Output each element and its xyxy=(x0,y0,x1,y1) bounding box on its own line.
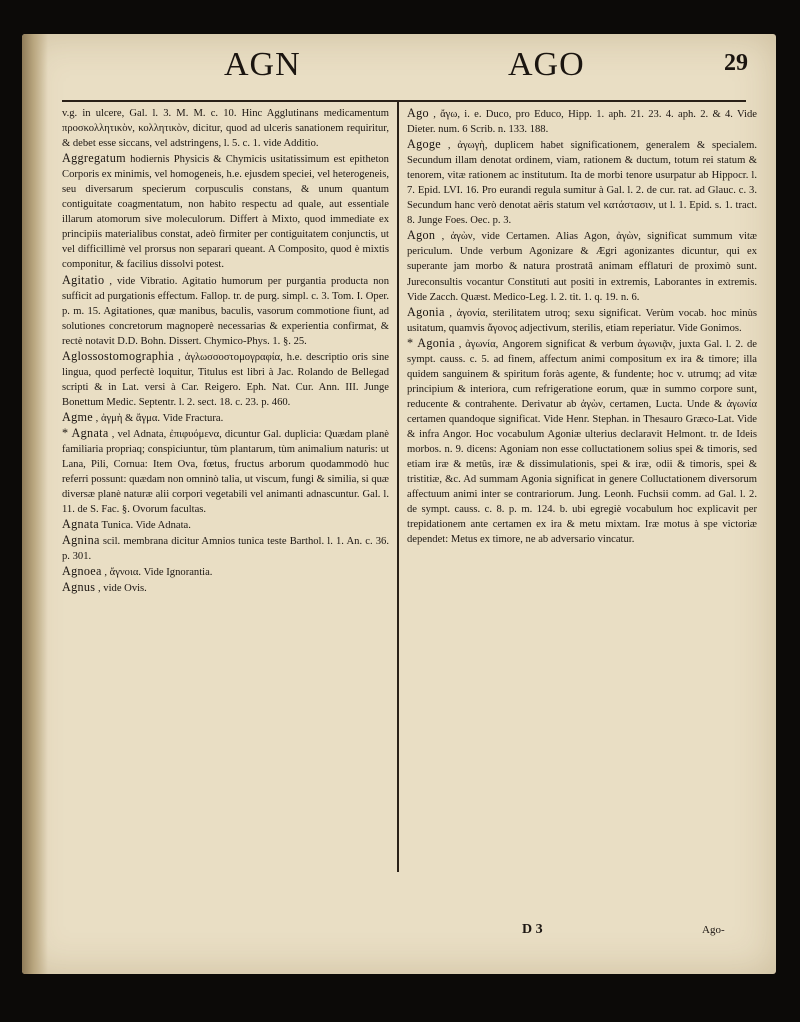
header-left-word: AGN xyxy=(224,46,301,83)
dictionary-entry xyxy=(62,151,389,272)
entry-text: , ἀγωνία, Angorem significat & verbum ἀγωνιᾷν, juxta Gal. l. 2. de sympt. causs. c. 5. ad finem, affectum animi compositum ex ira & timore; illa quidem sanguinem & spiritum foràs agente, & fundente; hoc v. utrumq; ad vitæ principium & interiora, cum refrigeratione eorum, quæ in summo corpore sunt, reducente & contrahente. Derivatur ab ἀγὼν, certamen, Lucta. Unde & ἀγωνία certamen quandoque significat. Vide Henr. Stephan. in Thesauro Græco-Lat. Vide & infra Angor. Hoc vocabulum Agoniæ ulterius declaravit Helmont. tr. de Ideis morbos. n. 9. dicens: Agoniam non esse colluctationem solius spei & timoris, sed etiam iræ & metûs, iræ & dissimulationis, spei & iræ, odii & timoris, spei & tristitiæ, &c. Ad summam Agonia significat in genere Colluctationem diversorum affectuum animi inter se contrariorum. Jung. Leonh. Fuchsii comm. ad Gal. l. 2. de sympt. causs. c. 8. p. m. 124. b. ubi egregiè vocabulum hoc explicavit per trepidationem ante certamen ex ira & metu mixtam. Iræ motus à spe victoriæ dependet: Metus ex timore, ne ab adversario vincatur. xyxy=(407,338,757,546)
dictionary-entry xyxy=(407,106,757,137)
dictionary-entry xyxy=(62,349,389,410)
entry-text: , vide Vibratio. Agitatio humorum per purgantia producta non sufficit ad purgationis effectum. Fallop. tr. de purg. simpl. c. 3. Tom. I. Oper. p. m. 15. Agitationes, quæ manibus, baculis, vasorum commotione fiunt, ad solutiones concretorum magnoperè necessarias & experientia confirmat, & rectè notavit D.D. Bohn. Dissert. Chymico-Phys. 1. §. 25. xyxy=(62,275,390,347)
entry-text: , ἀγονία, sterilitatem utroq; sexu significat. Verùm vocab. hoc minùs usitatum, quamvis ἄγονος adjectivum, sterilis, etiam reperiatur. Vide Gonimos. xyxy=(407,307,757,334)
entry-text: , ἀγμὴ & ἄγμα. Vide Fractura. xyxy=(95,412,224,424)
entry-headword: Agon xyxy=(407,228,436,243)
entry-headword: Agnina xyxy=(62,533,100,548)
dictionary-entry xyxy=(62,564,389,580)
dictionary-entry xyxy=(62,426,389,517)
header-middle-word: AGO xyxy=(508,46,585,83)
entry-text: , ἀγωγὴ, duplicem habet significationem, generalem & specialem. Secundum illam denotat ordinem, viam, rationem & ductum, totum rei statum & tenorem, vitæ rationem ac institutum. Ita de morbi tenore usurpatur ab Hippocr. l. 7. Epid. LVI. 16. Pro eurandi regula sumitur à Gal. l. 2. de cur. rat. ad Glauc. c. 3. Secundum hanc verò denotat aëris statum vel κατάστασιν, ut l. 1. Epid. s. 1. tract. 8. Junge Foes. Oec. p. 3. xyxy=(407,140,757,227)
dictionary-entry xyxy=(407,137,757,228)
entry-text: , vide Ovis. xyxy=(97,583,147,595)
dictionary-entry xyxy=(62,580,389,596)
dictionary-entry xyxy=(62,533,389,564)
entry-text: , ἄγω, i. e. Duco, pro Educo, Hipp. 1. aph. 21. 23. 4. aph. 2. & 4. Vide Dieter. num. 6 Scrib. n. 133. 188. xyxy=(407,109,757,136)
entry-headword: Agnus xyxy=(62,580,96,595)
right-column xyxy=(407,106,757,547)
entry-text: hodiernis Physicis & Chymicis usitatissimum est epitheton Corporis ex minimis, vel homogeneis, h.e. ejusdem speciei, vel heterogeneis, seu diversarum specierum corpusculis constans, & unum quantum contiguitate coagmentatum, non habito respectu ad quale, aut essentiale illarum atomorum sive moleculorum. Differt à Mixto, quod immediate ex principiis materialibus constat, adeò firmiter per contiguitatem conjunctis, ut vel difficillimè vel prorsus non separari queant. A Composito, quod è mixtis componitur, & facilius dissolvi potest. xyxy=(62,154,389,271)
entry-headword: Aglossostomographia xyxy=(62,348,174,363)
entry-headword: Agnata xyxy=(62,517,99,532)
page-number: 29 xyxy=(724,50,748,76)
entry-headword: * Agonia xyxy=(407,335,455,350)
column-divider xyxy=(397,102,399,872)
entry-headword: Agoge xyxy=(407,137,441,152)
entry-headword: Ago xyxy=(407,106,429,120)
left-column xyxy=(62,106,389,597)
dictionary-entry xyxy=(62,410,389,426)
entry-headword: Agonia xyxy=(407,304,445,319)
entry-headword: Agitatio xyxy=(62,272,105,287)
running-header xyxy=(62,42,756,100)
dictionary-entry xyxy=(62,106,389,151)
entry-headword: Aggregatum xyxy=(62,151,126,166)
entry-headword: Agnoea xyxy=(62,564,102,579)
dictionary-entry xyxy=(407,336,757,548)
entry-text: , vel Adnata, ἐπιφυόμενα, dicuntur Gal. duplicia: Quædam planè familiaria propriaq; conspiciuntur, tùm plantarum, tùm animalium naturis: ut Lana, Pili, Cornua: Item Ova, fœtus, fructus arborum quodammodò huc referri possunt: quædam non omninò talia, ut viscum, fungi & similia, si quæ diversæ planè naturæ alii corpori vegetabili vel animanti adnascuntur. Gal. l. 11. de S. Fac. §. Ovorum facultas. xyxy=(62,428,389,516)
book-page xyxy=(22,34,776,974)
page-gutter-shadow xyxy=(22,34,48,974)
dictionary-entry xyxy=(407,305,757,336)
entry-text: , ἀγὼν, vide Certamen. Alias Agon, ἀγὼν, significat summum vitæ periculum. Unde verbum Agonizare & Ægri agonizantes dicuntur, qui ex superante jam morbo & natura prostratâ animam efflaturi de proximò sunt. Jureconsultis vocantur Constituti aut positi in extremis, Laborantes in extremis. Vide Zacch. Quæst. Medico-Leg. l. 2. tit. 1. q. 19. n. 6. xyxy=(407,231,757,303)
dictionary-entry xyxy=(62,273,389,349)
entry-text: , ἄγνοια. Vide Ignorantia. xyxy=(104,567,213,579)
entry-text: , ἀγλωσσοστομογραφία, h.e. descriptio oris sine lingua, quod perfectè loquitur, Titulus est libri à Jac. Rolando de Bellegad scripti & in Lat. versi à Car. Reigero. Eph. Nat. Cur. Ann. III. Junge Bonettum Medic. Septentr. l. 2. sect. 18. c. 23. p. 460. xyxy=(62,351,389,408)
dictionary-entry xyxy=(407,228,757,304)
entry-text: scil. membrana dicitur Amnios tunica teste Barthol. l. 1. An. c. 36. p. 301. xyxy=(62,536,389,563)
dictionary-entry xyxy=(62,517,389,533)
catchword: Ago- xyxy=(702,924,725,936)
entry-text: Tunica. Vide Adnata. xyxy=(101,520,191,532)
entry-text: v.g. in ulcere, Gal. l. 3. M. M. c. 10. Hinc Agglutinans medicamentum προσκολλητικὸν, κολλητικὸν, dicitur, quod ad ulceris sanationem requiritur, & debet esse siccans, vel adstringens, l. 5. c. 1. vide Additio. xyxy=(62,108,389,150)
header-rule xyxy=(62,100,746,102)
entry-headword: Agme xyxy=(62,409,93,424)
entry-headword: * Agnata xyxy=(62,425,109,440)
signature-mark: D 3 xyxy=(522,922,543,937)
